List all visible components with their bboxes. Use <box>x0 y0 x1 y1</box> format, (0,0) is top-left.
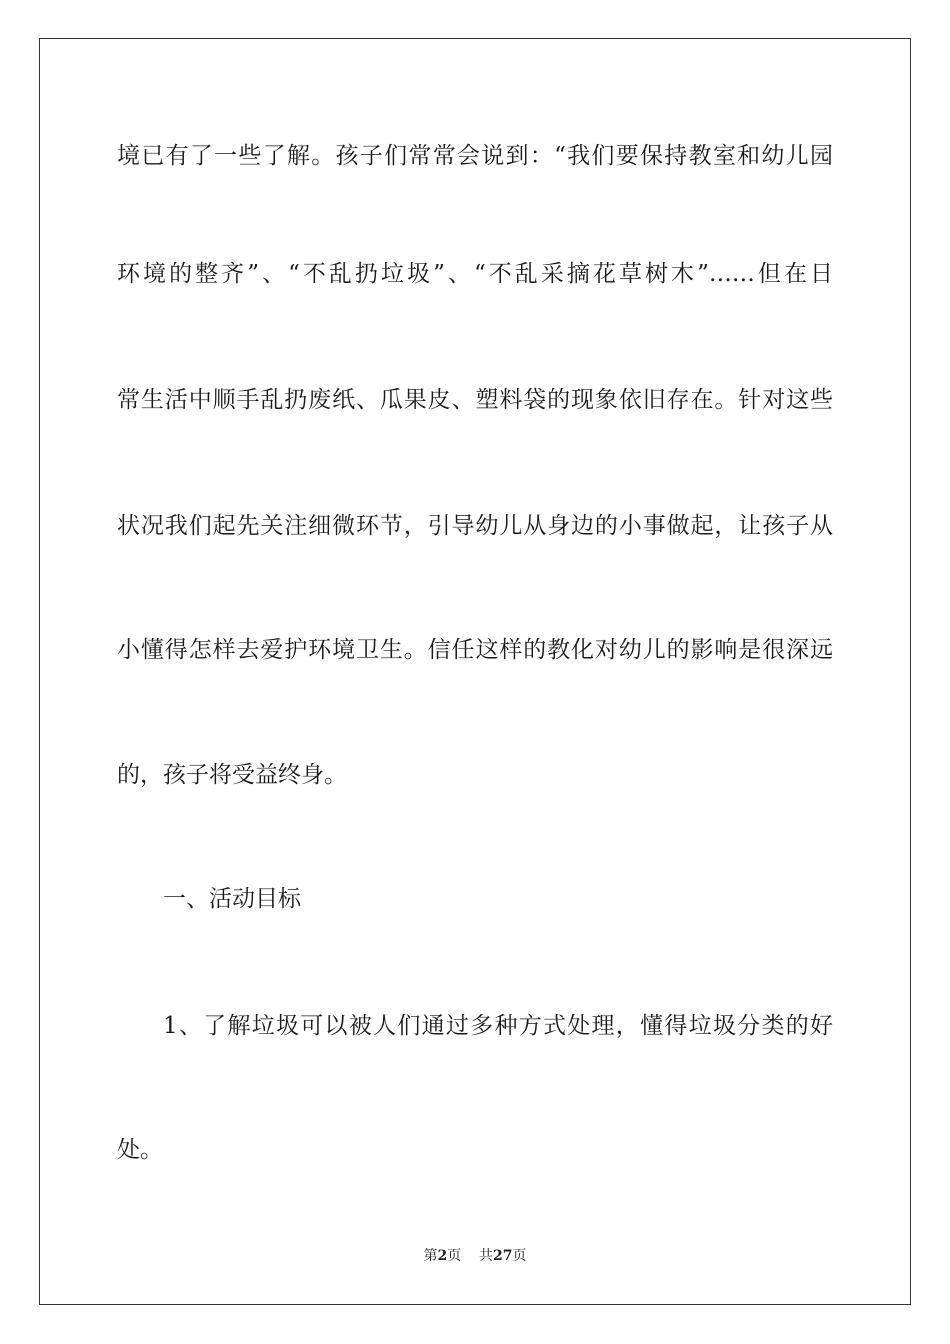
footer-total-prefix: 共 <box>479 1248 494 1264</box>
page-footer <box>0 1247 950 1265</box>
body-line-5: 小懂得怎样去爱护环境卫生。信任这样的教化对幼儿的影响是很深远 <box>117 637 833 663</box>
footer-page-number: 2 <box>437 1248 448 1264</box>
body-line-4: 状况我们起先关注细微环节，引导幼儿从身边的小事做起，让孩子从 <box>117 513 833 539</box>
goal-1-line-2: 处。 <box>117 1137 163 1163</box>
footer-total-pages: 27 <box>493 1248 513 1264</box>
footer-page-prefix: 第 <box>423 1248 438 1264</box>
footer-total-suffix: 页 <box>512 1248 527 1264</box>
section-heading: 一、活动目标 <box>163 886 301 912</box>
body-line-6: 的，孩子将受益终身。 <box>117 762 347 788</box>
footer-page-suffix: 页 <box>447 1248 462 1264</box>
body-line-1: 境已有了一些了解。孩子们常常会说到：“我们要保持教室和幼儿园 <box>117 143 833 169</box>
body-line-3: 常生活中顺手乱扔废纸、瓜果皮、塑料袋的现象依旧存在。针对这些 <box>117 387 833 413</box>
page-border <box>39 38 911 1305</box>
body-line-2: 环境的整齐”、“不乱扔垃圾”、“不乱采摘花草树木”……但在日 <box>117 261 833 287</box>
goal-1-line-1: 1、了解垃圾可以被人们通过多种方式处理，懂得垃圾分类的好 <box>163 1013 833 1039</box>
